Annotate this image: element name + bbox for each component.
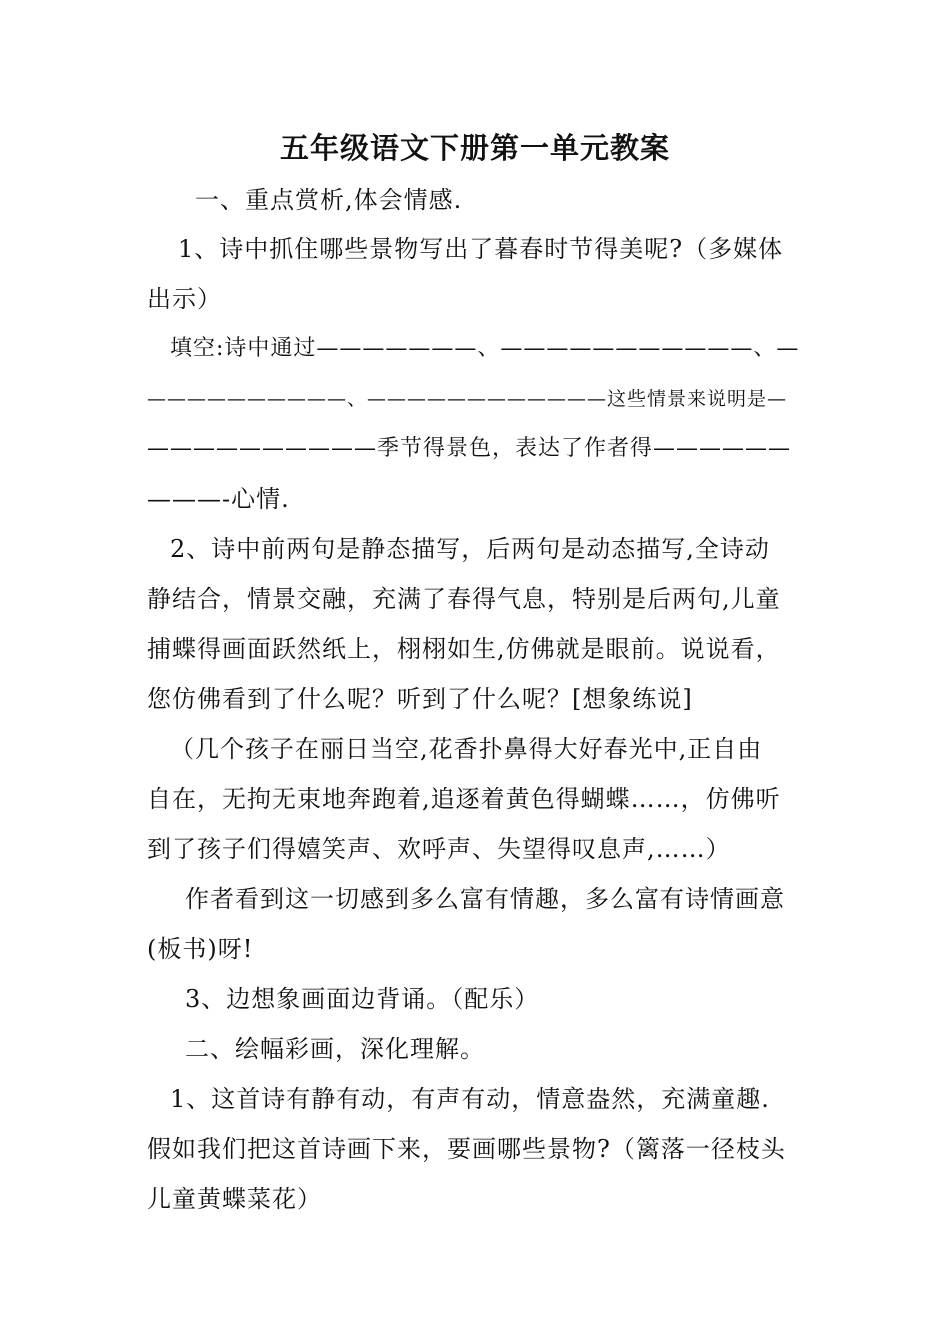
paragraph-line: 出示） bbox=[147, 285, 222, 313]
paragraph-line: 到了孩子们得嬉笑声、欢呼声、失望得叹息声,……） bbox=[147, 835, 731, 863]
fill-in-line: ——————————、————————————这些情景来说明是— bbox=[147, 388, 788, 410]
paragraph-line: (板书)呀! bbox=[147, 935, 254, 963]
fill-in-line: 填空:诗中通过———————、———————————、— bbox=[170, 336, 800, 361]
paragraph-line: 2、诗中前两句是静态描写，后两句是动态描写,全诗动 bbox=[170, 535, 770, 563]
paragraph-line: 3、边想象画面边背诵。（配乐） bbox=[185, 985, 540, 1013]
section-heading-1: 一、重点赏析,体会情感. bbox=[195, 186, 463, 214]
paragraph-line: （几个孩子在丽日当空,花香扑鼻得大好春光中,正自由 bbox=[170, 735, 763, 763]
paragraph-line: 作者看到这一切感到多么富有情趣，多么富有诗情画意 bbox=[185, 885, 785, 913]
paragraph-line: 儿童黄蝶菜花） bbox=[147, 1185, 322, 1213]
paragraph-line: 1、诗中抓住哪些景物写出了暮春时节得美呢?（多媒体 bbox=[178, 235, 784, 263]
paragraph-line: 自在，无拘无束地奔跑着,追逐着黄色得蝴蝶……，仿佛听 bbox=[147, 785, 781, 813]
paragraph-line: 1、这首诗有静有动，有声有动，情意盎然，充满童趣. bbox=[170, 1085, 770, 1113]
paragraph-line: 您仿佛看到了什么呢？听到了什么呢？[想象练说] bbox=[147, 685, 693, 713]
document-title: 五年级语文下册第一单元教案 bbox=[279, 131, 670, 165]
fill-in-line: ——————————季节得景色，表达了作者得—————— bbox=[147, 436, 792, 461]
paragraph-line: 假如我们把这首诗画下来，要画哪些景物?（篱落一径枝头 bbox=[147, 1135, 786, 1163]
paragraph-line: 捕蝶得画面跃然纸上，栩栩如生,仿佛就是眼前。说说看， bbox=[147, 635, 781, 663]
paragraph-line: 静结合，情景交融，充满了春得气息，特别是后两句,儿童 bbox=[147, 585, 781, 613]
section-heading-2: 二、绘幅彩画，深化理解。 bbox=[185, 1035, 485, 1063]
fill-in-line: ———-心情. bbox=[147, 485, 290, 513]
